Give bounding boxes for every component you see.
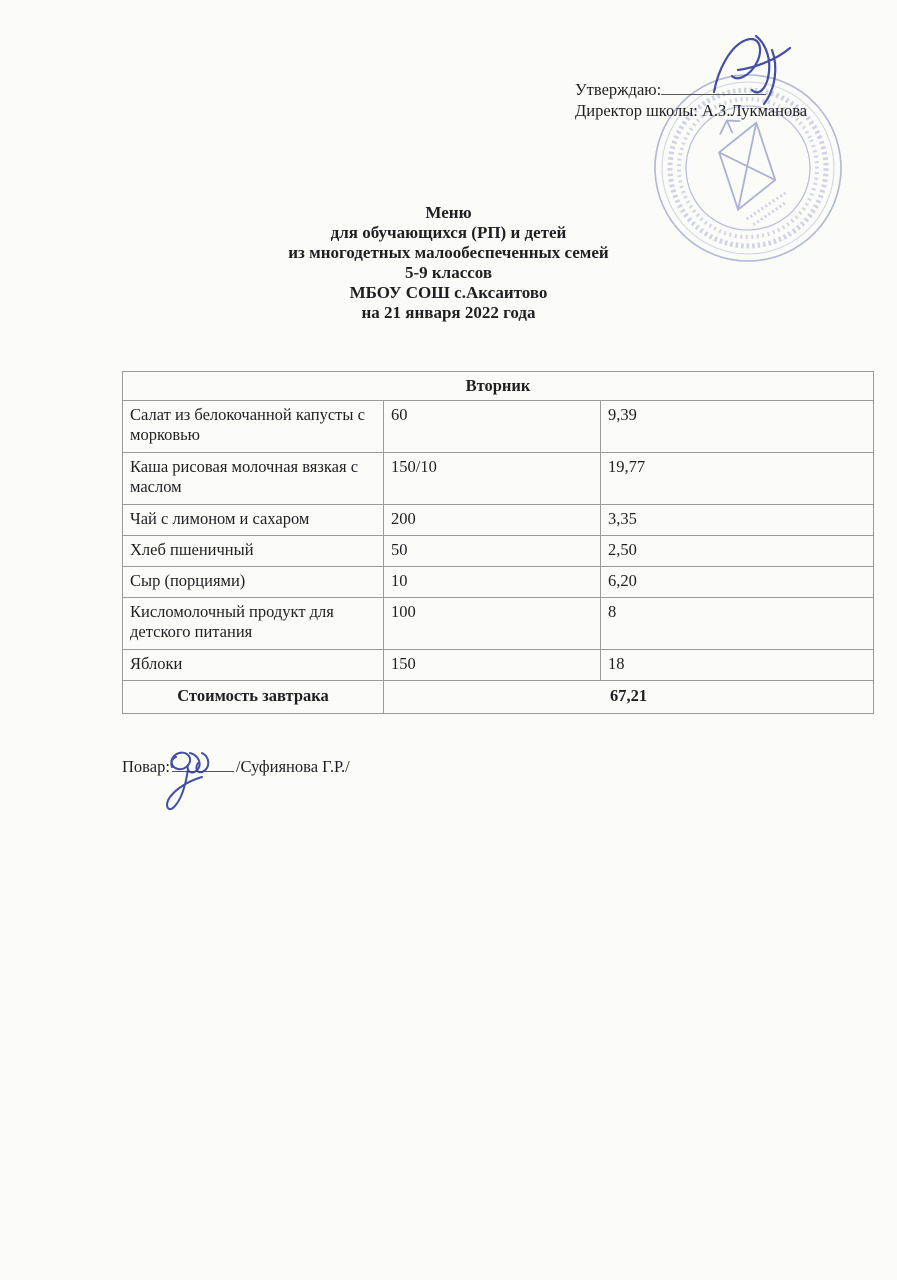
title-line: Меню <box>425 203 472 222</box>
portion-cell: 150/10 <box>384 453 601 505</box>
price-cell: 2,50 <box>601 536 874 567</box>
approve-label: Утверждаю: <box>575 80 662 99</box>
document-title <box>0 203 897 323</box>
approval-block <box>575 79 807 121</box>
portion-cell: 10 <box>384 567 601 598</box>
price-cell: 8 <box>601 598 874 650</box>
director-line: Директор школы: А.З.Лукманова <box>575 101 808 120</box>
title-line: 5-9 классов <box>404 263 493 282</box>
dish-cell: Сыр (порциями) <box>123 567 384 598</box>
title-line: на 21 января 2022 года <box>361 303 536 322</box>
portion-cell: 100 <box>384 598 601 650</box>
day-header: Вторник <box>123 372 874 401</box>
price-cell: 19,77 <box>601 453 874 505</box>
dish-cell: Каша рисовая молочная вязкая с маслом <box>123 453 384 505</box>
dish-cell: Хлеб пшеничный <box>123 536 384 567</box>
price-cell: 6,20 <box>601 567 874 598</box>
price-cell: 18 <box>601 650 874 681</box>
dish-cell: Яблоки <box>123 650 384 681</box>
day-header-row <box>123 372 874 401</box>
menu-row <box>123 505 874 536</box>
menu-row <box>123 536 874 567</box>
title-line: для обучающихся (РП) и детей <box>330 223 567 242</box>
approval-signature-line <box>661 80 766 95</box>
dish-cell: Кисломолочный продукт для детского питания <box>123 598 384 650</box>
menu-row <box>123 401 874 453</box>
total-value: 67,21 <box>384 681 874 714</box>
total-row <box>123 681 874 714</box>
total-label: Стоимость завтрака <box>123 681 384 714</box>
title-line: из многодетных малообеспеченных семей <box>288 243 609 262</box>
portion-cell: 150 <box>384 650 601 681</box>
portion-cell: 200 <box>384 505 601 536</box>
cook-line <box>122 757 350 777</box>
menu-row <box>123 453 874 505</box>
dish-cell: Чай с лимоном и сахаром <box>123 505 384 536</box>
cook-signature-line <box>172 758 234 772</box>
portion-cell: 60 <box>384 401 601 453</box>
menu-table <box>122 371 874 714</box>
dish-cell: Салат из белокочанной капусты с морковью <box>123 401 384 453</box>
price-cell: 9,39 <box>601 401 874 453</box>
title-line: МБОУ СОШ с.Аксаитово <box>349 283 548 302</box>
menu-row <box>123 650 874 681</box>
price-cell: 3,35 <box>601 505 874 536</box>
cook-signature-icon <box>158 745 253 815</box>
approve-line <box>575 79 807 100</box>
portion-cell: 50 <box>384 536 601 567</box>
cook-label: Повар: <box>122 757 170 776</box>
menu-row <box>123 567 874 598</box>
cook-name: /Суфиянова Г.Р./ <box>235 757 350 776</box>
menu-row <box>123 598 874 650</box>
